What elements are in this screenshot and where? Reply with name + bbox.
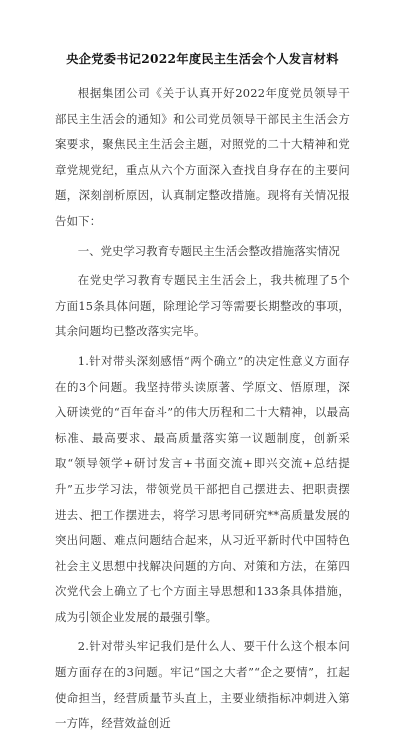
section-heading: 一、党史学习教育专题民主生活会整改措施落实情况	[77, 243, 340, 258]
intro-paragraph: 根据集团公司《关于认真开好2022年度党员领导干部民主生活会的通知》和公司党员领导干部民主生活会方案要求，聚焦民主生活会主题，对照党的二十大精神和党章党规党纪，重点从六个方面深入查找自身存在的主要问题，深刻剖析原因，认真制定整改措施。现将有关情况报告如下：	[55, 86, 350, 228]
section-summary-paragraph: 在党史学习教育专题民主生活会上，我共梳理了5个方面15条具体问题，除理论学习等需要长期整改的事项，其余问题均已整改落实完毕。	[55, 273, 350, 339]
document-title: 央企党委书记2022年度民主生活会个人发言材料	[66, 52, 339, 66]
item-1-paragraph: 1.针对带头深刻感悟“两个确立”的决定性意义方面存在的3个问题。我坚持带头读原著、学原文、悟原理，深入研读党的“百年奋斗”的伟大历程和二十大精神，以最高标准、最高要求、最高质量落实第一议题制度，创新采取“领导领学+研讨发言+书面交流+即兴交流+总结提升”五步学习法，带领党员干部把自己摆进去、把职责摆进去、把工作摆进去，将学习思考同研究**高质量发展的突出问题、难点问题结合起来，从习近平新时代中国特色社会主义思想中找解决问题的方向、对策和方法，在第四次党代会上确立了七个方面主导思想和133条具体措施，成为引领企业发展的最强引擎。	[55, 353, 350, 624]
item-2-paragraph: 2.针对带头牢记我们是什么人、要干什么这个根本问题方面存在的3问题。牢记“国之大者”“企之要情”，扛起使命担当，经营质量节头直上，主要业绩指标冲刺进入第一方阵，经营效益创近	[55, 639, 350, 731]
